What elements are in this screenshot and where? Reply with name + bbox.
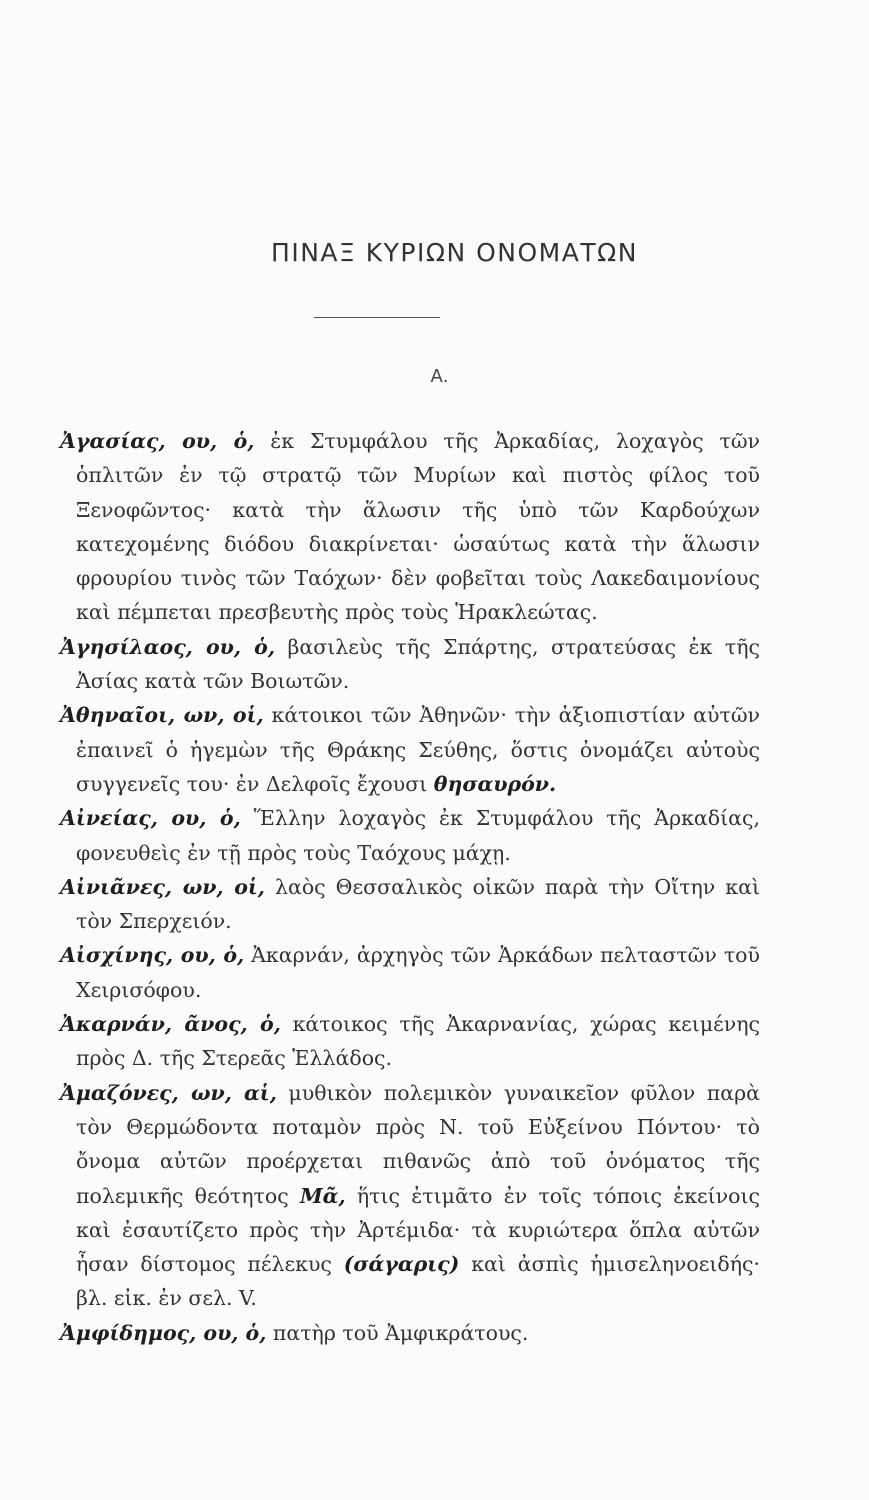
entry-text: καὶ ἀσπὶς ἡμισεληνοειδής· βλ. εἰκ. ἐν σελ. V.	[76, 1252, 760, 1311]
entry-text: βασιλεὺς τῆς Σπάρτης, στρατεύσας ἐκ τῆς Ἀσίας κατὰ τῶν Βοιωτῶν.	[76, 634, 760, 694]
index-entry	[60, 698, 760, 801]
index-entry	[60, 424, 760, 630]
entry-text: πατὴρ τοῦ Ἀμφικράτους.	[266, 1320, 529, 1345]
entry-headword: Ἀμαζόνες, ων, αἱ,	[60, 1080, 277, 1105]
entry-emphasis: (σάγαρις)	[343, 1252, 460, 1277]
entry-text: μυθικὸν πολεμικὸν γυναικεῖον φῦλον παρὰ τὸν Θερμώδοντα ποταμὸν πρὸς Ν. τοῦ Εὐξείνου Πόντου· τὸ ὄνομα αὐτῶν προέρχεται πιθανῶς ἀπὸ τοῦ ὀνόματος τῆς πολεμικῆς θεότητος	[76, 1080, 760, 1208]
entry-headword: Ἀγησίλαος, ου, ὁ,	[60, 634, 275, 659]
index-entries	[60, 424, 760, 1350]
entry-text: ἐκ Στυμφάλου τῆς Ἀρκαδίας, λοχαγὸς τῶν ὁπλιτῶν ἐν τῷ στρατῷ τῶν Μυρίων καὶ πιστὸς φίλος τοῦ Ξενοφῶντος· κατὰ τὴν ἅλωσιν τῆς ὑπὸ τῶν Καρδούχων κατεχομένης διόδου διακρίνεται· ὡσαύτως κατὰ τὴν ἅλωσιν φρουρίου τινὸς τῶν Ταόχων· δὲν φοβεῖται τοὺς Λακεδαιμονίους καὶ πέμπεται πρεσβευτὴς πρὸς τοὺς Ἡρακλεώτας.	[76, 429, 760, 625]
entry-text: κάτοικοι τῶν Ἀθηνῶν· τὴν ἀξιοπιστίαν αὐτῶν ἐπαινεῖ ὁ ἡγεμὼν τῆς Θράκης Σεύθης, ὅστις ὀνομάζει αὐτοὺς συγγενεῖς του· ἐν Δελφοῖς ἔχουσι	[76, 703, 760, 796]
entry-text: ἥτις ἐτιμᾶτο ἐν τοῖς τόποις ἐκείνοις καὶ ἐσαυτίζετο πρὸς τὴν Ἀρτέμιδα· τὰ κυριώτερα ὅπλα αὐτῶν ἦσαν δίστομος πέλεκυς	[76, 1183, 760, 1277]
entry-emphasis: Μᾶ,	[299, 1183, 346, 1208]
entry-headword: Ἀγασίας, ου, ὁ,	[60, 429, 255, 453]
index-entry	[60, 938, 760, 1007]
index-entry	[60, 1076, 760, 1316]
entry-headword: Ἀμφίδημος, ου, ὁ,	[60, 1320, 267, 1345]
index-entry	[60, 801, 760, 870]
entry-text: λαὸς Θεσσαλικὸς οἰκῶν παρὰ τὴν Οἴτην καὶ τὸν Σπερχειόν.	[76, 874, 760, 934]
entry-headword: Ἀκαρνάν, ᾶνος, ὁ,	[60, 1012, 281, 1037]
entry-text: κάτοικος τῆς Ἀκαρνανίας, χώρας κειμένης πρὸς Δ. τῆς Στερεᾶς Ἑλλάδος.	[76, 1012, 761, 1071]
index-entry	[60, 870, 760, 939]
entry-text: Ἀκαρνάν, ἀρχηγὸς τῶν Ἀρκάδων πελταστῶν τοῦ Χειρισόφου.	[76, 943, 760, 1002]
entry-headword: Αἰσχίνης, ου, ὁ,	[60, 943, 245, 968]
index-entry	[60, 630, 760, 699]
entry-headword: Αἰνείας, ου, ὁ,	[60, 806, 241, 831]
page-title: ΠΙΝΑΞ ΚΥΡΙΩΝ ΟΝΟΜΑΤΩΝ	[271, 238, 638, 267]
entry-text: Ἕλλην λοχαγὸς ἐκ Στυμφάλου τῆς Ἀρκαδίας, φονευθεὶς ἐν τῇ πρὸς τοὺς Ταόχους μάχῃ.	[76, 806, 760, 865]
index-entry	[60, 1316, 760, 1350]
entry-headword: Αἰνιᾶνες, ων, οἱ,	[60, 874, 265, 899]
entry-headword: Ἀθηναῖοι, ων, οἱ,	[60, 703, 264, 728]
entry-emphasis: θησαυρόν.	[433, 771, 557, 796]
index-entry	[60, 1007, 760, 1076]
title-divider	[314, 317, 440, 318]
section-letter: Α.	[430, 366, 449, 387]
